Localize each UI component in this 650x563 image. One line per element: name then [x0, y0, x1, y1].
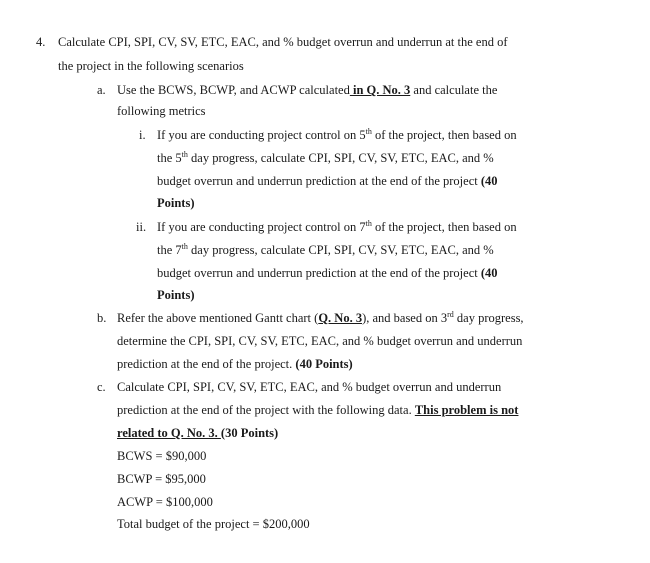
part-a-i-text-end: day progress, calculate CPI, SPI, CV, SV, ETC, EAC, and % — [187, 151, 494, 165]
part-a-ii-label: ii. — [136, 220, 147, 234]
part-a-ii-text: budget overrun and underrun prediction at the end of the project — [157, 266, 481, 280]
part-b-line-2: determine the CPI, SPI, CV, SV, ETC, EAC, and % budget overrun and underrun — [117, 334, 523, 348]
part-b-text-mid: ), and based on 3 — [362, 311, 448, 325]
acwp-value: ACWP = $100,000 — [117, 495, 213, 509]
superscript: th — [181, 149, 188, 159]
points: (40 — [480, 174, 498, 188]
question-text-line-1: Calculate CPI, SPI, CV, SV, ETC, EAC, and % budget overrun and underrun at the end of — [58, 35, 508, 49]
part-c-line-2 — [117, 402, 518, 418]
part-a-ii-text-end: day progress, calculate CPI, SPI, CV, SV, ETC, EAC, and % — [187, 243, 494, 257]
question-number: 4. — [36, 35, 46, 49]
part-a-i-label: i. — [139, 128, 146, 142]
part-a-i-text: budget overrun and underrun prediction at the end of the project — [157, 174, 481, 188]
part-b-text: prediction at the end of the project. — [117, 357, 296, 371]
points: (30 Points) — [220, 426, 279, 440]
part-a-ii-text: If you are conducting project control on 7 — [157, 220, 366, 234]
part-c-line-1: Calculate CPI, SPI, CV, SV, ETC, EAC, and % budget overrun and underrun — [117, 380, 502, 394]
points: (40 — [480, 266, 498, 280]
part-a-line-2: following metrics — [117, 104, 206, 118]
part-b-reference: Q. No. 3 — [318, 311, 363, 325]
part-a-text-end: and calculate the — [410, 83, 498, 97]
superscript: th — [365, 218, 372, 228]
part-a-label: a. — [97, 83, 106, 97]
part-b-text-end: day progress, — [453, 311, 524, 325]
part-b-label: b. — [97, 311, 107, 325]
part-c-note: This problem is not — [414, 403, 519, 417]
part-a-text: Use the BCWS, BCWP, and ACWP calculated — [117, 83, 350, 97]
part-a-ii-text: the 7 — [157, 243, 182, 257]
part-c-label: c. — [97, 380, 106, 394]
part-a-line-1 — [117, 82, 497, 98]
superscript: th — [181, 241, 188, 251]
part-c-note: related to Q. No. 3. — [117, 426, 221, 440]
part-c-line-3 — [117, 425, 278, 441]
part-a-i-text-end: of the project, then based on — [371, 128, 517, 142]
total-budget: Total budget of the project = $200,000 — [117, 517, 310, 531]
part-a-reference: in Q. No. 3 — [349, 83, 411, 97]
superscript: th — [365, 126, 372, 136]
part-a-i-line-3 — [157, 173, 498, 189]
part-a-i-text: If you are conducting project control on 5 — [157, 128, 366, 142]
points: (40 Points) — [295, 357, 353, 371]
part-a-i-line-2 — [157, 150, 494, 166]
part-a-ii-line-3 — [157, 265, 498, 281]
part-a-ii-line-2 — [157, 242, 494, 258]
part-b-line-3 — [117, 356, 353, 372]
question-text-line-2: the project in the following scenarios — [58, 59, 244, 73]
part-b-line-1 — [117, 310, 524, 326]
bcws-value: BCWS = $90,000 — [117, 449, 207, 463]
part-a-i-text: the 5 — [157, 151, 182, 165]
part-a-i-line-4: Points) — [157, 196, 195, 210]
part-b-text: Refer the above mentioned Gantt chart ( — [117, 311, 319, 325]
part-a-ii-line-1 — [157, 219, 517, 235]
part-a-ii-line-4: Points) — [157, 288, 195, 302]
superscript: rd — [447, 309, 454, 319]
part-a-i-line-1 — [157, 127, 517, 143]
part-c-text: prediction at the end of the project with the following data. — [117, 403, 415, 417]
bcwp-value: BCWP = $95,000 — [117, 472, 206, 486]
part-a-ii-text-end: of the project, then based on — [371, 220, 517, 234]
